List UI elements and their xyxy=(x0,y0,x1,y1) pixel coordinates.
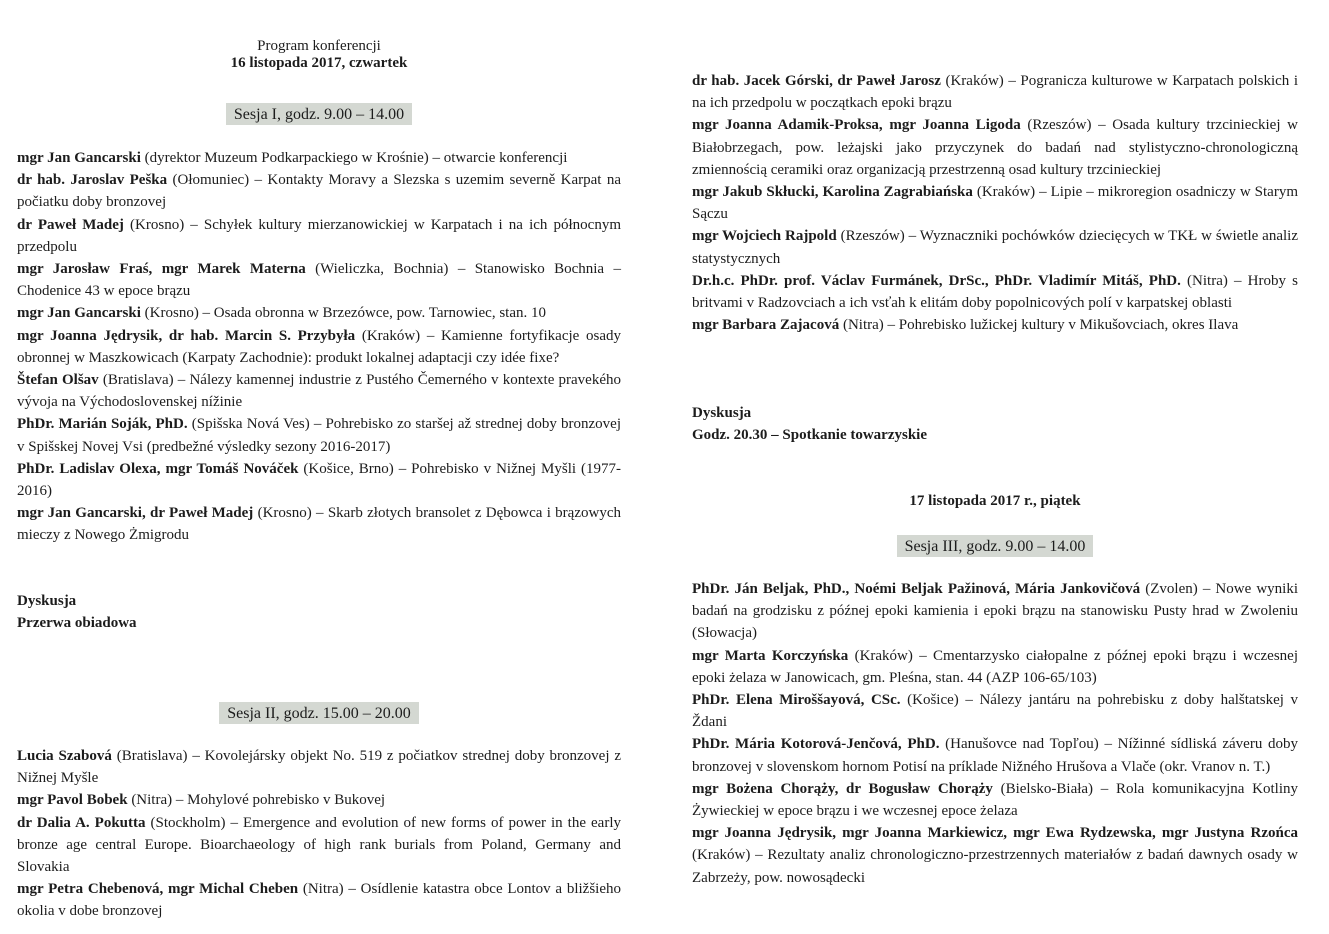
speaker-names: Lucia Szabová xyxy=(17,748,112,764)
talk-text: (Nitra) – Hroby s britvami v Radzovciach a ich vsťah k elitám doby popolnicových polí v karpatskej oblasti xyxy=(692,272,1298,312)
list-item xyxy=(17,325,621,369)
list-item xyxy=(692,822,1298,889)
list-item xyxy=(17,147,621,169)
program-title-block xyxy=(17,38,621,72)
speaker-names: mgr Pavol Bobek xyxy=(17,792,128,809)
list-item xyxy=(17,369,621,413)
speaker-names: mgr Jan Gancarski xyxy=(17,150,141,166)
list-item xyxy=(692,645,1298,689)
speaker-names: PhDr. Mária Kotorová-Jenčová, PhD. xyxy=(692,736,940,753)
list-item xyxy=(692,689,1298,733)
list-item xyxy=(17,745,621,789)
discussion-label: Dyskusja xyxy=(17,593,77,609)
session1-label: Sesja I, godz. 9.00 – 14.00 xyxy=(226,103,412,125)
speaker-names: mgr Jakub Skłucki, Karolina Zagrabiańska xyxy=(692,184,973,201)
talk-text: (Rzeszów) – Osada kultury trzcinieckiej w Białobrzegach, pow. leżajski jako przyczynek do badań nad stylistyczno-chronologiczną zmiennością ceramiki oraz organizacją przestrzenną osad kultury trzcinieckiej xyxy=(692,117,1298,178)
talk-text: (Bratislava) – Kovolejársky objekt No. 519 z počiatkov strednej doby bronzovej z Nižnej Myšle xyxy=(17,748,622,787)
list-item xyxy=(17,502,621,546)
speaker-names: mgr Joanna Jędrysik, dr hab. Marcin S. Przybyła xyxy=(17,327,356,344)
talk-text: (Nitra) – Mohylové pohrebisko v Bukovej xyxy=(127,792,386,809)
speaker-names: mgr Jan Gancarski, dr Paweł Madej xyxy=(17,505,254,522)
speaker-names: mgr Marta Korczyńska xyxy=(692,647,849,664)
speaker-names: PhDr. Ladislav Olexa, mgr Tomáš Nováček xyxy=(17,460,299,477)
talk-text: (Bratislava) – Nálezy kamennej industrie z Pustého Čemerného v kontexte pravekého vývoja na Východoslovenskej nížinie xyxy=(17,372,621,411)
speaker-names: mgr Wojciech Rajpold xyxy=(692,228,837,245)
list-item xyxy=(692,733,1298,777)
talk-text: (Zvolen) – Nowe wyniki badań na grodzisku z późnej epoki kamienia i epoki brązu na stanowisku Pusty hrad w Zwoleniu (Słowacja) xyxy=(692,581,1298,642)
speaker-names: dr hab. Jaroslav Peška xyxy=(17,172,168,189)
speaker-names: PhDr. Ján Beljak, PhD., Noémi Beljak Pažinová, Mária Jankovičová xyxy=(692,581,1141,597)
list-item xyxy=(17,258,621,302)
session1-closing xyxy=(17,590,621,634)
session2-entries xyxy=(17,745,621,923)
session1-entries xyxy=(17,147,621,547)
talk-text: (Kraków) – Cmentarzysko ciałopalne z późnej epoki brązu i wczesnej epoki żelaza w Janowicach, gm. Pleśna, stan. 44 (AZP 106-65/103) xyxy=(692,647,1299,686)
talk-text: (Krosno) – Schyłek kultury mierzanowickiej w Karpatach i na ich północnym przedpolu xyxy=(17,216,621,255)
discussion-label: Dyskusja xyxy=(692,405,752,421)
talk-text: (Kraków) – Kamienne fortyfikacje osady obronnej w Maszkowicach (Karpaty Zachodnie): produkt lokalnej adaptacji czy idée fixe? xyxy=(17,327,622,366)
list-item xyxy=(692,270,1298,314)
list-item xyxy=(692,70,1298,114)
speaker-names: mgr Bożena Chorąży, dr Bogusław Chorąży xyxy=(692,780,993,797)
session3-label: Sesja III, godz. 9.00 – 14.00 xyxy=(897,535,1094,557)
talk-text: (Hanušovce nad Topľou) – Nížinné sídliská záveru doby bronzovej v slovenskom hornom Potisí na príklade Nižného Hrušova a Vlače (okr. Vranov n. T.) xyxy=(692,736,1299,775)
speaker-names: PhDr. Elena Miroššayová, CSc. xyxy=(692,692,901,709)
session3-entries xyxy=(692,578,1298,889)
speaker-names: Dr.h.c. PhDr. prof. Václav Furmánek, DrSc., PhDr. Vladimír Mitáš, PhD. xyxy=(692,272,1181,289)
social-event-label: Godz. 20.30 – Spotkanie towarzyskie xyxy=(692,427,928,444)
speaker-names: mgr Barbara Zajacová xyxy=(692,317,840,334)
speaker-names: mgr Joanna Adamik-Proksa, mgr Joanna Ligoda xyxy=(692,117,1021,134)
session3-heading xyxy=(692,535,1298,557)
session2-label: Sesja II, godz. 15.00 – 20.00 xyxy=(219,702,419,724)
list-item xyxy=(17,789,621,811)
list-item xyxy=(17,214,621,258)
speaker-names: mgr Jarosław Fraś, mgr Marek Materna xyxy=(17,261,306,278)
talk-text: (Stockholm) – Emergence and evolution of new forms of power in the early bronze age central Europe. Bioarchaeology of high rank burials from Poland, Germany and Slovakia xyxy=(17,814,621,876)
session2-continued xyxy=(692,70,1298,336)
talk-text: (Wieliczka, Bochnia) – Stanowisko Bochnia – Chodenice 43 w epoce brązu xyxy=(17,261,621,300)
list-item xyxy=(692,114,1298,181)
talk-text: (Nitra) – Osídlenie katastra obce Lontov a bližšieho okolia v dobe bronzovej xyxy=(17,881,621,920)
talk-text: (Krosno) – Skarb złotych bransolet z Dębowca i brązowych mieczy z Nowego Żmigrodu xyxy=(17,505,621,544)
list-item xyxy=(692,778,1298,822)
list-item xyxy=(692,578,1298,645)
list-item xyxy=(692,314,1298,336)
lunch-break-label: Przerwa obiadowa xyxy=(17,615,137,632)
speaker-names: mgr Petra Chebenová, mgr Michal Cheben xyxy=(17,881,299,898)
speaker-names: mgr Jan Gancarski xyxy=(17,305,141,322)
day1-heading: 16 listopada 2017, czwartek xyxy=(230,55,408,71)
list-item xyxy=(17,878,621,922)
list-item xyxy=(17,169,621,213)
speaker-names: Štefan Olšav xyxy=(17,372,99,389)
talk-text: (dyrektor Muzeum Podkarpackiego w Krośnie) – otwarcie konferencji xyxy=(140,150,568,166)
talk-text: (Krosno) – Osada obronna w Brzezówce, pow. Tarnowiec, stan. 10 xyxy=(140,305,546,322)
day2-heading: 17 listopada 2017 r., piątek xyxy=(909,493,1081,509)
talk-text: (Rzeszów) – Wyznaczniki pochówków dziecięcych w TKŁ w świetle analiz statystycznych xyxy=(692,228,1298,267)
list-item xyxy=(692,181,1298,225)
speaker-names: dr Paweł Madej xyxy=(17,216,124,233)
speaker-names: dr Dalia A. Pokutta xyxy=(17,814,146,831)
talk-text: (Bielsko-Biała) – Rola komunikacyjna Kotliny Żywieckiej w epoce brązu i we wczesnej epoce żelaza xyxy=(692,780,1298,820)
talk-text: (Spišska Nová Ves) – Pohrebisko zo staršej až strednej doby bronzovej v Spišskej Novej Vsi (predbežné výsledky sezony 2016-2017) xyxy=(17,416,621,455)
speaker-names: PhDr. Marián Soják, PhD. xyxy=(17,416,188,433)
talk-text: (Kraków) – Lipie – mikroregion osadniczy w Starym Sączu xyxy=(692,184,1298,223)
talk-text: (Kraków) – Rezultaty analiz chronologiczno-przestrzennych materiałów z badań dawnych osady w Zabrzeży, pow. nowosądecki xyxy=(692,847,1298,886)
talk-text: (Košice) – Nálezy jantáru na pohrebisku z doby halštatskej v Ždani xyxy=(692,692,1298,731)
list-item xyxy=(17,302,621,324)
speaker-names: dr hab. Jacek Górski, dr Paweł Jarosz xyxy=(692,73,941,89)
talk-text: (Ołomuniec) – Kontakty Moravy a Slezska s uzemim severně Karpat na počiatku doby bronzovej xyxy=(17,172,621,211)
list-item xyxy=(17,458,621,502)
list-item xyxy=(17,413,621,457)
talk-text: (Kraków) – Pogranicza kulturowe w Karpatach polskich i na ich przedpolu w początkach epoki brązu xyxy=(692,73,1298,112)
list-item xyxy=(17,812,621,879)
session2-closing xyxy=(692,402,1298,446)
talk-text: (Nitra) – Pohrebisko lužickej kultury v Mikušovciach, okres Ilava xyxy=(839,317,1239,334)
talk-text: (Košice, Brno) – Pohrebisko v Nižnej Myšli (1977-2016) xyxy=(17,460,621,500)
session2-heading xyxy=(17,702,621,724)
speaker-names: mgr Joanna Jędrysik, mgr Joanna Markiewicz, mgr Ewa Rydzewska, mgr Justyna Rzońca xyxy=(692,825,1298,842)
program-title: Program konferencji xyxy=(257,38,381,54)
session1-heading xyxy=(17,103,621,125)
list-item xyxy=(692,225,1298,269)
